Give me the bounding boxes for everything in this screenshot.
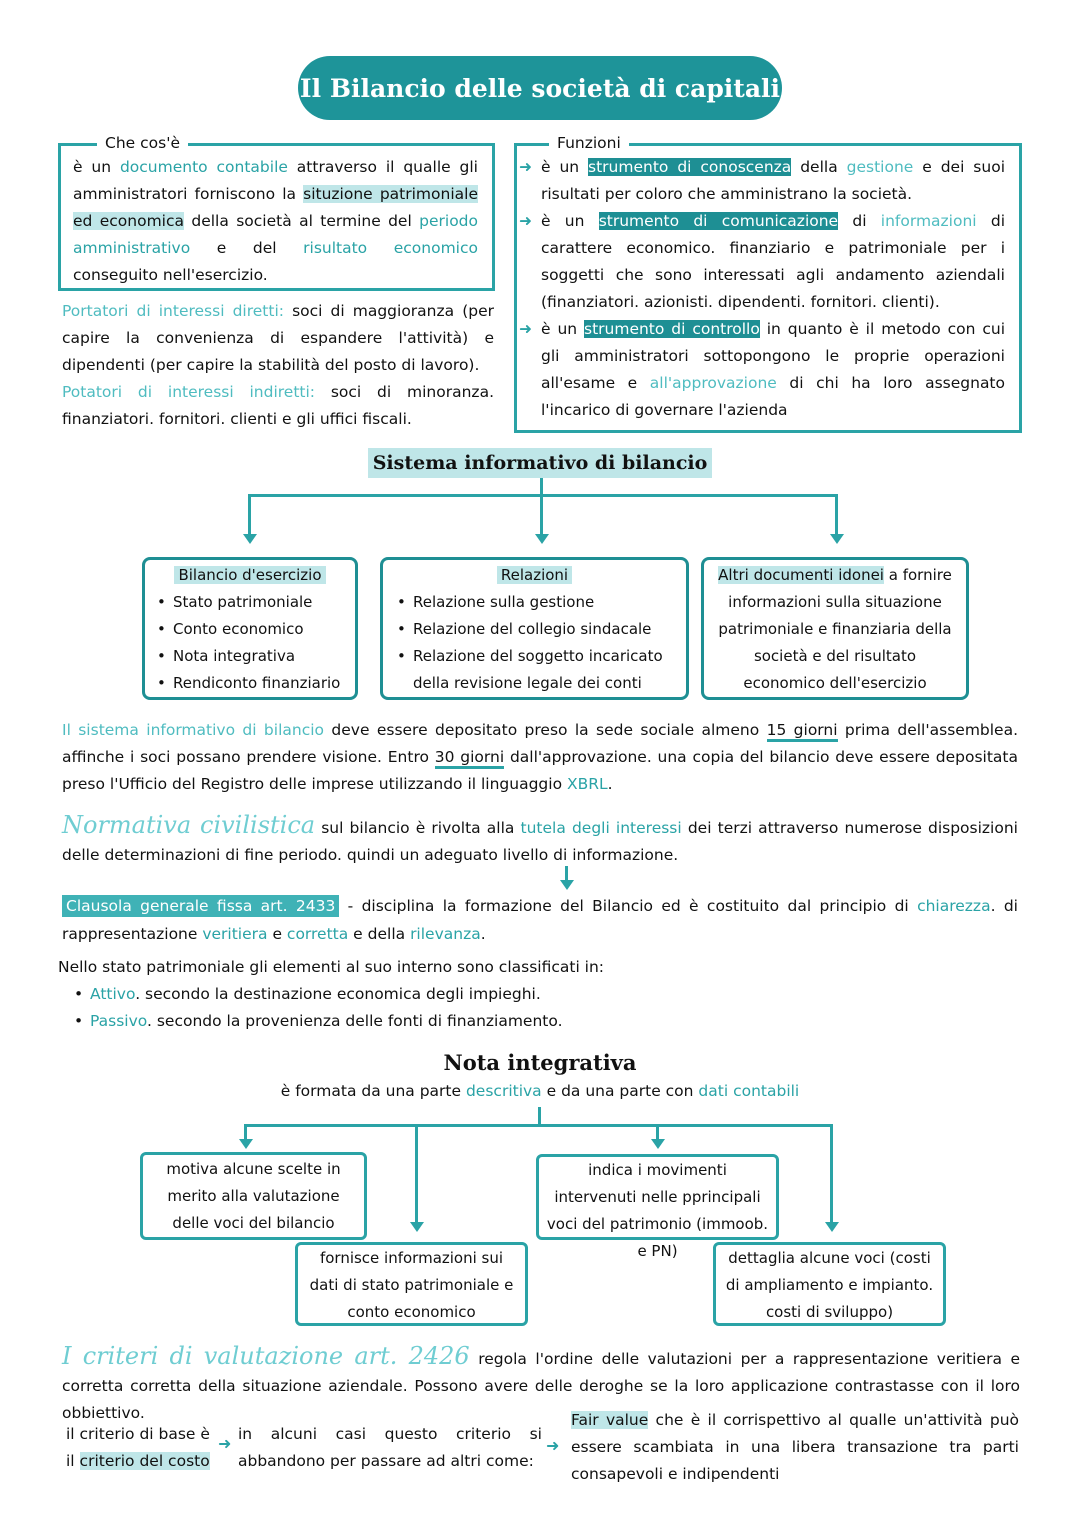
page-title: Il Bilancio delle società di capitali (298, 56, 782, 120)
connector (830, 1124, 833, 1222)
criterio-abbandono: in alcuni casi questo criterio si abbandono per passare ad altri come: (238, 1425, 542, 1470)
connector (656, 1124, 659, 1139)
text: il criterio di base è il (66, 1425, 210, 1470)
arrow-right-icon: ➜ (519, 212, 532, 230)
altri-documenti-box (701, 557, 969, 700)
rilevanza: rilevanza (410, 925, 481, 943)
connector (538, 1107, 541, 1125)
text: deve essere depositato preso la sede sociale almeno (324, 721, 767, 739)
funzione-teal: all'approvazione (649, 374, 777, 392)
funzione-item (519, 208, 1006, 316)
text: conseguito nell'esercizio. (73, 266, 268, 284)
funzione-pre: è un (541, 212, 599, 230)
connector (244, 1124, 247, 1139)
funzione-item (519, 154, 1005, 208)
tutela: tutela degli interessi (520, 819, 682, 837)
portatori-diretti-text: soci di maggioranza (per capire la convenienza di espandere l'attività) e dipendenti (per capire la stabilità del posto di lavoro). (62, 302, 494, 374)
portatori-diretti-label: Portatori di interessi diretti: (62, 302, 284, 320)
funzione-post: e dei suoi risultati per coloro che amministrano la società. (541, 158, 1005, 203)
nota-box-motiva: motiva alcune scelte in merito alla valutazione delle voci del bilancio (140, 1152, 367, 1240)
deposito-lead: Il sistema informativo di bilancio (62, 721, 325, 739)
funzione-post: di chi ha loro assegnato l'incarico di governare l'azienda (541, 374, 1005, 419)
highlighted-term: documento contabile (119, 158, 288, 176)
list-item: • Conto economico (151, 616, 349, 643)
text: . (480, 925, 486, 943)
funzioni-list (517, 146, 1019, 424)
deposito-paragraph (62, 717, 1018, 798)
list-item: • Relazione del collegio sindacale (391, 616, 678, 643)
deadline-30: 30 giorni (435, 748, 504, 769)
box-text: a fornire informazioni sulla situazione patrimoniale e finanziaria della società e del risultato economico dell'esercizio (718, 566, 952, 692)
portatori-indiretti-text: soci di minoranza. finanziatori. fornitori. clienti e gli uffici fiscali. (62, 383, 494, 428)
portatori-section (62, 298, 494, 433)
corretta: corretta (286, 925, 349, 943)
highlighted-term: situzione patrimoniale ed economica (73, 185, 478, 230)
arrow-right-icon: ➜ (519, 320, 532, 338)
connector (565, 866, 568, 880)
stato-intro: Nello stato patrimoniale gli elementi al suo interno sono classificati in: (58, 958, 605, 976)
term: Passivo (90, 1012, 147, 1030)
box-title: Relazioni (497, 566, 572, 584)
funzione-mid: di (838, 212, 881, 230)
list-item: • Rendiconto finanziario (151, 670, 349, 697)
funzione-item (519, 316, 1005, 424)
dati-contabili: dati contabili (698, 1082, 800, 1100)
connector (244, 1124, 833, 1127)
arrow-down-icon (651, 1139, 665, 1149)
che-cose-text (61, 146, 492, 289)
list-item: • Relazione del soggetto incaricato della revisione legale dei conti (391, 643, 678, 697)
stato-patrimoniale-section (58, 954, 658, 1035)
arrow-down-icon (239, 1139, 253, 1149)
connector (248, 494, 251, 534)
nota-box-dettaglia: dettaglia alcune voci (costi di ampliamento e impianto. costi di sviluppo) (713, 1242, 946, 1326)
text: è un (73, 158, 120, 176)
nota-box-indica: indica i movimenti intervenuti nelle pprincipali voci del patrimonio (immoob. e PN) (536, 1154, 779, 1240)
deadline-15: 15 giorni (767, 721, 838, 742)
text: . secondo la provenienza delle fonti di finanziamento. (147, 1012, 563, 1030)
highlighted-term: periodo amministrativo (73, 212, 478, 257)
funzione-highlight: strumento di comunicazione (598, 212, 839, 230)
clausola-label: Clausola generale fissa art. 2433 (62, 895, 339, 917)
fair-value-label: Fair value (571, 1411, 649, 1429)
text: sul bilancio è rivolta alla (315, 819, 521, 837)
che-cose-box (58, 134, 495, 291)
arrow-down-icon (560, 880, 574, 890)
text: . secondo la destinazione economica degli impieghi. (135, 985, 541, 1003)
funzione-highlight: strumento di conoscenza (588, 158, 792, 176)
text: attraverso il qualle gli amministratori forniscono la (73, 158, 478, 203)
text: è formata da una parte (280, 1082, 466, 1100)
arrow-down-icon (535, 534, 549, 544)
connector (248, 494, 838, 497)
funzione-highlight: strumento di controllo (584, 320, 760, 338)
portatori-indiretti-label: Potatori di interessi indiretti: (62, 383, 316, 401)
relazioni-box (380, 557, 689, 700)
funzione-pre: è un (541, 320, 584, 338)
xbrl: XBRL (566, 775, 608, 793)
text: dall'approvazione. una copia del bilancio deve essere depositata preso l'Ufficio del Registro delle imprese utilizzando il linguaggio (62, 748, 1018, 793)
text: . (607, 775, 613, 793)
arrow-down-icon (243, 534, 257, 544)
funzione-mid: in quanto è il metodo con cui gli amministratori sottopongono le proprie operazioni all'esame e (541, 320, 1005, 392)
list-item: • Stato patrimoniale (151, 589, 349, 616)
funzione-mid: della (791, 158, 847, 176)
funzione-teal: gestione (846, 158, 914, 176)
connector (415, 1124, 418, 1222)
connector (835, 494, 838, 534)
list-item: • Relazione sulla gestione (391, 589, 678, 616)
text: e da una parte con (541, 1082, 699, 1100)
nota-title: Nota integrativa (443, 1050, 637, 1075)
arrow-right-icon: ➜ (546, 1436, 560, 1455)
descrittiva: descritiva (465, 1082, 542, 1100)
list-item (68, 981, 658, 1008)
che-cose-legend: Che cos'è (97, 134, 188, 152)
box-title: Bilancio d'esercizio (174, 566, 325, 584)
chiarezza: chiarezza (917, 897, 991, 915)
sistema-title: Sistema informativo di bilancio (368, 448, 712, 478)
box-title: Altri documenti idonei (718, 566, 884, 584)
text: dei terzi attraverso numerose disposizioni delle determinazioni di fine periodo. quindi un adeguato livello di informazione. (62, 819, 1018, 864)
text: e (267, 925, 287, 943)
text: e del (190, 239, 304, 257)
text: . di rappresentazione (62, 897, 1018, 943)
arrow-down-icon (830, 534, 844, 544)
text: che è il corrispettivo al qualle un'attività può essere scambiata in una libera transazione tra parti consapevoli e indipendenti (571, 1411, 1019, 1483)
fair-value (571, 1407, 1019, 1488)
normativa-paragraph (62, 812, 1018, 869)
veritiera: veritiera (202, 925, 268, 943)
text: e della (348, 925, 411, 943)
highlighted-term: risultato economico (303, 239, 478, 257)
criterio-costo: criterio del costo (79, 1452, 210, 1470)
criteri-heading: I criteri di valutazione art. 2426 (62, 1342, 470, 1370)
arrow-right-icon: ➜ (519, 158, 532, 176)
arrow-right-icon: ➜ (218, 1434, 232, 1453)
funzione-pre: è un (541, 158, 589, 176)
list-item: • Nota integrativa (151, 643, 349, 670)
arrow-down-icon (410, 1222, 424, 1232)
connector (540, 494, 543, 534)
funzioni-box (514, 134, 1022, 433)
text: - disciplina la formazione del Bilancio ed è costituito dal principio di (339, 897, 918, 915)
funzione-teal: informazioni (880, 212, 977, 230)
funzioni-legend: Funzioni (549, 134, 629, 152)
term: Attivo (90, 985, 136, 1003)
arrow-down-icon (825, 1222, 839, 1232)
clausola-paragraph (62, 892, 1018, 948)
nota-subtitle (200, 1082, 880, 1100)
funzione-post: di carattere economico. finanziario e patrimoniale per i soggetti che sono interessati agli andamento aziendali (finanziatori. azionisti. dipendenti. fornitori. clienti). (541, 212, 1006, 311)
normativa-heading: Normativa civilistica (62, 811, 316, 839)
bilancio-esercizio-box (142, 557, 358, 700)
text: della società al termine del (184, 212, 420, 230)
list-item (68, 1008, 658, 1035)
nota-box-fornisce: fornisce informazioni sui dati di stato patrimoniale e conto economico (295, 1242, 528, 1326)
criterio-base (66, 1421, 218, 1475)
text: regola l'ordine delle valutazioni per a rappresentazione veritiera e corretta corretta della situazione aziendale. Possono avere delle deroghe se la loro applicazione contrastasse con il loro obbiettivo. (62, 1350, 1021, 1422)
text: prima dell'assemblea. affinche i soci possano prendere visione. Entro (62, 721, 1019, 766)
